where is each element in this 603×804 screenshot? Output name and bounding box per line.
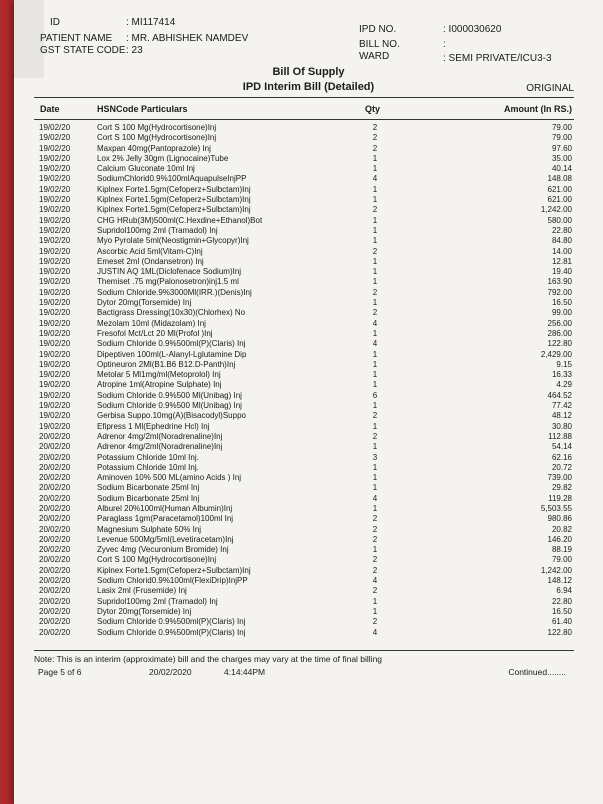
row-date: 19/02/20 [39,236,71,246]
row-particulars: Sodium Chloride 0.9%500ml(P)(Claris) Inj [97,617,246,627]
row-particulars: Sodium Chloride 0.9%500ml(P)(Claris) Inj [97,627,246,637]
row-amount: 97.60 [551,143,572,153]
row-amount: 122.80 [547,627,572,637]
row-qty: 1 [372,606,378,616]
row-particulars: Sodium Chloride 0.9%500 Ml(Unibag) Inj [97,390,242,400]
row-date: 20/02/20 [39,483,71,493]
row-qty: 1 [372,349,378,359]
row-amount: 22.80 [551,596,572,606]
row-date: 20/02/20 [39,586,71,596]
row-amount: 19.40 [551,267,572,277]
row-amount: 54.14 [551,442,572,452]
table-row [14,525,603,535]
table-row [14,277,603,287]
row-amount: 286.00 [547,328,572,338]
row-amount: 88.19 [551,545,572,555]
row-amount: 112.88 [548,431,572,441]
row-date: 20/02/20 [39,606,71,616]
row-particulars: Sodium Chlorid0.9%100ml(FlexiDrip)InjPP [97,576,248,586]
row-date: 20/02/20 [39,473,71,483]
table-row [14,566,603,576]
row-particulars: Magnesium Sulphate 50% Inj [97,524,202,534]
row-particulars: Potassium Chloride 10ml Inj. [97,462,199,472]
row-date: 20/02/20 [39,596,71,606]
row-qty: 1 [372,370,378,380]
row-qty: 1 [372,328,378,338]
row-amount: 2,429.00 [540,349,572,359]
table-row [14,236,603,246]
row-qty: 2 [372,205,378,215]
row-date: 19/02/20 [39,267,71,277]
row-particulars: CHG HRub(3M)500ml(C.Hexdine+Ethanol)Bot [97,215,263,225]
column-header-amount: Amount (In RS.) [504,104,572,114]
row-qty: 1 [372,236,378,246]
row-amount: 99.00 [551,308,572,318]
row-date: 19/02/20 [39,370,71,380]
row-qty: 1 [372,267,378,277]
table-row [14,319,603,329]
row-qty: 1 [372,483,378,493]
row-particulars: Supridol100mg 2ml (Tramadol) Inj [97,225,218,235]
row-particulars: Dytor 20mg(Torsemide) Inj [97,298,192,308]
row-date: 20/02/20 [39,576,71,586]
table-row [14,545,603,555]
table-row [14,391,603,401]
row-amount: 6.94 [556,586,572,596]
row-date: 19/02/20 [39,174,71,184]
table-row [14,473,603,483]
row-qty: 4 [372,627,378,637]
row-amount: 1,242.00 [540,565,572,575]
row-date: 20/02/20 [39,503,71,513]
row-qty: 1 [372,545,378,555]
table-row [14,226,603,236]
row-date: 19/02/20 [39,133,71,143]
row-amount: 84.80 [551,236,572,246]
table-row [14,154,603,164]
row-particulars: Bactigrass Dressing(10x30)(Chlorhex) No [97,308,246,318]
row-amount: 146.20 [547,534,572,544]
table-row [14,586,603,596]
row-particulars: Sodium Chloride.9%3000Ml(IRR.)(Denis)Inj [97,287,252,297]
row-date: 19/02/20 [39,215,71,225]
row-particulars: Ascorbic Acid 5ml(Vitam-C)Inj [97,246,203,256]
table-row [14,628,603,638]
row-qty: 4 [372,493,378,503]
row-particulars: Optineuron 2Ml(B1.B6 B12.D-Panth)Inj [97,359,236,369]
row-qty: 1 [372,153,378,163]
table-bottom-rule [34,650,574,651]
table-row [14,144,603,154]
row-date: 20/02/20 [39,555,71,565]
row-date: 19/02/20 [39,225,71,235]
row-particulars: Emeset 2ml (Ondansetron) Inj [97,256,204,266]
row-date: 19/02/20 [39,339,71,349]
row-particulars: Metolar 5 Ml1mg/ml(Metoprolol) Inj [97,370,221,380]
row-qty: 1 [372,380,378,390]
column-header-date: Date [40,104,60,114]
row-amount: 12.81 [551,256,572,266]
row-particulars: Adrenor 4mg/2ml(Noradrenaline)Inj [97,442,223,452]
row-qty: 2 [372,143,378,153]
table-row [14,597,603,607]
row-amount: 29.82 [551,483,572,493]
table-row [14,504,603,514]
row-particulars: Zyvec 4mg (Vecuronium Bromide) Inj [97,545,229,555]
row-amount: 119.28 [548,493,572,503]
row-qty: 1 [372,503,378,513]
row-particulars: Potassium Chloride 10ml Inj. [97,452,199,462]
row-amount: 464.52 [547,390,572,400]
table-row [14,247,603,257]
table-row [14,555,603,565]
row-particulars: Kiplnex Forte1.5gm(Cefoperz+Sulbctam)Inj [97,565,251,575]
row-qty: 3 [372,452,378,462]
row-amount: 148.12 [547,576,572,586]
bill-no-label: BILL NO. [359,39,400,50]
table-row [14,494,603,504]
row-particulars: Sodium Chloride 0.9%500 Ml(Unibag) Inj [97,401,242,411]
row-particulars: SodiumChlorid0.9%100mlAquapulseInjPP [97,174,247,184]
row-particulars: Adrenor 4mg/2ml(Noradrenaline)Inj [97,431,223,441]
table-row [14,185,603,195]
row-qty: 1 [372,442,378,452]
ward-value: : SEMI PRIVATE/ICU3-3 [443,53,552,64]
row-qty: 2 [372,617,378,627]
row-date: 19/02/20 [39,205,71,215]
bill-page [14,0,603,804]
row-amount: 5,503.55 [540,503,572,513]
row-amount: 256.00 [547,318,572,328]
table-row [14,463,603,473]
row-qty: 2 [372,123,378,132]
row-date: 19/02/20 [39,401,71,411]
row-amount: 14.00 [551,246,572,256]
row-date: 19/02/20 [39,123,71,132]
row-date: 20/02/20 [39,565,71,575]
header-bottom-rule [34,119,574,120]
row-qty: 2 [372,411,378,421]
ipd-no-value: : I000030620 [443,24,502,35]
line-items [14,123,603,638]
row-particulars: Supridol100mg 2ml (Tramadol) Inj [97,596,218,606]
row-particulars: Calcium Gluconate 10ml Inj [97,164,195,174]
gst-state-code-value: : 23 [126,45,143,56]
table-row [14,514,603,524]
row-qty: 6 [372,390,378,400]
table-row [14,195,603,205]
row-date: 19/02/20 [39,298,71,308]
row-qty: 1 [372,195,378,205]
table-row [14,411,603,421]
row-date: 20/02/20 [39,545,71,555]
table-row [14,257,603,267]
table-row [14,576,603,586]
row-particulars: Lasix 2ml (Frusemide) Inj [97,586,187,596]
gst-state-code-label: GST STATE CODE [40,45,126,56]
table-row [14,370,603,380]
row-amount: 77.42 [551,401,572,411]
ipd-no-label: IPD NO. [359,24,397,35]
row-particulars: Sodium Chloride 0.9%500ml(P)(Claris) Inj [97,339,246,349]
row-qty: 4 [372,174,378,184]
table-row [14,288,603,298]
row-amount: 79.00 [551,123,572,132]
document-subtitle: IPD Interim Bill (Detailed) [242,81,375,93]
page-number: Page 5 of 6 [38,667,82,677]
row-qty: 1 [372,256,378,266]
row-qty: 2 [372,586,378,596]
row-date: 20/02/20 [39,524,71,534]
row-particulars: Sodium Bicarbonate 25ml Inj [97,493,200,503]
row-date: 19/02/20 [39,287,71,297]
row-date: 19/02/20 [39,380,71,390]
row-amount: 4.29 [556,380,572,390]
row-amount: 739.00 [547,473,572,483]
table-row [14,216,603,226]
row-particulars: Aminoven 10% 500 ML(amino Acids ) Inj [97,473,242,483]
row-qty: 4 [372,576,378,586]
row-amount: 163.90 [547,277,572,287]
row-date: 19/02/20 [39,153,71,163]
table-row [14,350,603,360]
row-qty: 1 [372,225,378,235]
row-particulars: Levenue 500Mg/5ml(Levetiracetam)Inj [97,534,234,544]
row-amount: 30.80 [551,421,572,431]
row-qty: 1 [372,359,378,369]
row-qty: 2 [372,534,378,544]
table-row [14,329,603,339]
row-qty: 1 [372,164,378,174]
row-date: 19/02/20 [39,318,71,328]
ward-label: WARD [359,51,390,62]
row-amount: 20.72 [551,462,572,472]
row-date: 20/02/20 [39,431,71,441]
row-date: 19/02/20 [39,349,71,359]
row-qty: 1 [372,596,378,606]
row-particulars: Mezolam 10ml (Midazolam) Inj [97,318,206,328]
row-date: 20/02/20 [39,452,71,462]
row-particulars: Atropine 1ml(Atropine Sulphate) Inj [97,380,222,390]
row-qty: 2 [372,514,378,524]
row-qty: 1 [372,473,378,483]
table-row [14,308,603,318]
row-particulars: Sodium Bicarbonate 25ml Inj [97,483,200,493]
row-particulars: Themiset .75 mg(Palonosetron)inj1.5 ml [97,277,239,287]
row-qty: 2 [372,555,378,565]
copy-label: ORIGINAL [526,83,574,94]
row-qty: 1 [372,215,378,225]
row-amount: 16.50 [551,298,572,308]
row-particulars: Efipress 1 Ml(Ephedrine Hcl) Inj [97,421,210,431]
column-header-particulars: HSNCode Particulars [97,104,188,114]
interim-note: Note: This is an interim (approximate) bill and the charges may vary at the time of final billing [34,654,383,664]
row-qty: 2 [372,287,378,297]
row-date: 19/02/20 [39,308,71,318]
row-date: 20/02/20 [39,493,71,503]
patient-name-label: PATIENT NAME [40,33,113,44]
row-date: 19/02/20 [39,390,71,400]
row-particulars: JUSTIN AQ 1ML(Diclofenace Sodium)Inj [97,267,242,277]
table-row [14,123,603,133]
row-qty: 2 [372,308,378,318]
column-header-qty: Qty [365,104,381,114]
row-qty: 2 [372,524,378,534]
row-particulars: Maxpan 40mg(Pantoprazole) Inj [97,143,211,153]
table-row [14,617,603,627]
row-date: 20/02/20 [39,617,71,627]
row-amount: 79.00 [551,555,572,565]
row-date: 19/02/20 [39,184,71,194]
row-particulars: Cort S 100 Mg(Hydrocortisone)Inj [97,133,217,143]
continued-label: Continued........ [508,667,566,677]
row-particulars: Alburel 20%100ml(Human Albumin)Inj [97,503,233,513]
row-date: 20/02/20 [39,534,71,544]
id-label: ID [50,17,60,28]
document-title: Bill Of Supply [272,66,345,78]
print-date: 20/02/2020 [149,667,192,677]
header-top-rule [34,97,574,98]
row-amount: 79.00 [551,133,572,143]
row-amount: 48.12 [551,411,572,421]
row-particulars: Kiplnex Forte1.5gm(Cefoperz+Sulbctam)Inj [97,195,251,205]
row-date: 19/02/20 [39,164,71,174]
patient-name-value: : MR. ABHISHEK NAMDEV [126,33,249,44]
row-qty: 4 [372,318,378,328]
row-particulars: Lox 2% Jelly 30gm (Lignocaine)Tube [97,153,229,163]
row-particulars: Myo Pyrolate 5ml(Neostigmin+Glycopyr)Inj [97,236,249,246]
row-particulars: Gerbisa Suppo.10mg(A)(Bisacodyl)Suppo [97,411,246,421]
row-date: 19/02/20 [39,421,71,431]
row-amount: 20.82 [551,524,572,534]
row-date: 19/02/20 [39,246,71,256]
row-qty: 2 [372,246,378,256]
id-value: : MI117414 [126,17,176,28]
table-row [14,339,603,349]
row-amount: 792.00 [547,287,572,297]
row-particulars: Cort S 100 Mg(Hydrocortisone)Inj [97,555,217,565]
row-amount: 580.00 [547,215,572,225]
row-date: 20/02/20 [39,514,71,524]
row-amount: 9.15 [556,359,572,369]
table-row [14,360,603,370]
table-row [14,298,603,308]
row-particulars: Dipeptiven 100ml(L-Alanyl-Lglutamine Dip [97,349,247,359]
row-particulars: Fresofol Mct/Lct 20 Ml(Profol )Inj [97,328,213,338]
row-amount: 16.33 [551,370,572,380]
table-row [14,164,603,174]
row-amount: 62.16 [551,452,572,462]
row-qty: 1 [372,298,378,308]
row-date: 20/02/20 [39,462,71,472]
row-qty: 1 [372,277,378,287]
table-row [14,442,603,452]
table-row [14,453,603,463]
row-date: 19/02/20 [39,411,71,421]
table-row [14,535,603,545]
table-row [14,607,603,617]
table-row [14,401,603,411]
row-amount: 148.08 [547,174,572,184]
row-amount: 22.80 [551,225,572,235]
table-row [14,483,603,493]
row-qty: 2 [372,133,378,143]
row-amount: 16.50 [551,606,572,616]
row-date: 19/02/20 [39,277,71,287]
row-qty: 2 [372,565,378,575]
row-amount: 621.00 [547,195,572,205]
row-qty: 2 [372,431,378,441]
row-qty: 1 [372,184,378,194]
row-amount: 61.40 [551,617,572,627]
row-amount: 621.00 [547,184,572,194]
row-amount: 1,242.00 [540,205,572,215]
row-date: 19/02/20 [39,195,71,205]
bill-no-value: : [443,39,446,50]
row-date: 19/02/20 [39,359,71,369]
table-row [14,422,603,432]
table-row [14,432,603,442]
row-amount: 122.80 [547,339,572,349]
row-amount: 35.00 [551,153,572,163]
row-qty: 1 [372,401,378,411]
table-row [14,205,603,215]
row-particulars: Kiplnex Forte1.5gm(Cefoperz+Sulbctam)Inj [97,205,251,215]
table-row [14,133,603,143]
row-qty: 1 [372,462,378,472]
row-date: 20/02/20 [39,442,71,452]
table-row [14,174,603,184]
row-particulars: Dytor 20mg(Torsemide) Inj [97,606,192,616]
print-time: 4:14:44PM [224,667,266,677]
row-amount: 40.14 [551,164,572,174]
row-particulars: Kiplnex Forte1.5gm(Cefoperz+Sulbctam)Inj [97,184,251,194]
row-particulars: Cort S 100 Mg(Hydrocortisone)Inj [97,123,217,132]
row-amount: 980.86 [547,514,572,524]
row-date: 19/02/20 [39,143,71,153]
row-particulars: Paraglass 1gm(Paracetamol)100ml Inj [97,514,234,524]
table-row [14,267,603,277]
row-qty: 4 [372,339,378,349]
table-row [14,380,603,390]
row-date: 20/02/20 [39,627,71,637]
row-qty: 1 [372,421,378,431]
row-date: 19/02/20 [39,328,71,338]
row-date: 19/02/20 [39,256,71,266]
